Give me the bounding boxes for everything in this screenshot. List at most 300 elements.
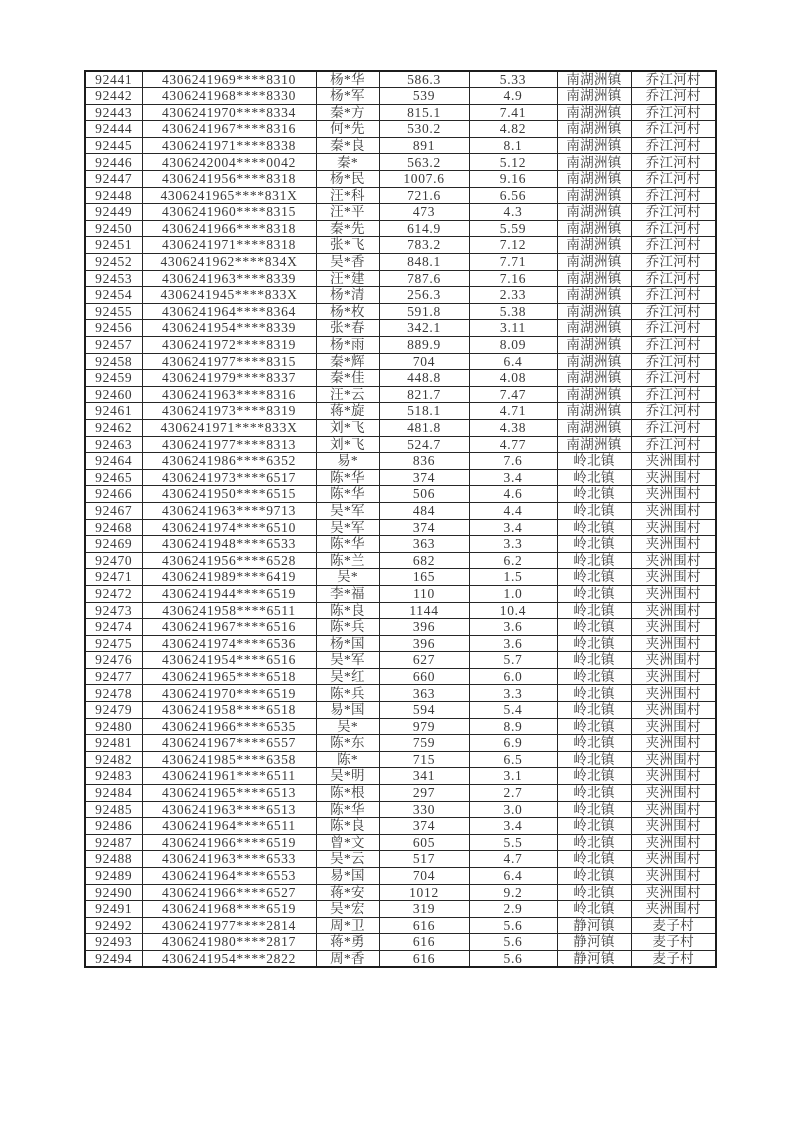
cell-masked-id-number: 4306241980****2817 <box>142 934 316 951</box>
cell-village: 乔江河村 <box>631 303 716 320</box>
cell-village: 夹洲围村 <box>631 453 716 470</box>
cell-amount: 594 <box>379 702 469 719</box>
cell-amount: 821.7 <box>379 386 469 403</box>
cell-sequence: 92494 <box>85 950 142 967</box>
cell-amount: 374 <box>379 818 469 835</box>
table-row <box>85 436 716 453</box>
cell-town: 岭北镇 <box>557 685 631 702</box>
cell-amount: 627 <box>379 652 469 669</box>
cell-secondary-amount: 7.41 <box>469 104 557 121</box>
cell-village: 夹洲围村 <box>631 469 716 486</box>
cell-secondary-amount: 1.0 <box>469 585 557 602</box>
cell-secondary-amount: 3.6 <box>469 619 557 636</box>
cell-village: 夹洲围村 <box>631 502 716 519</box>
cell-amount: 363 <box>379 536 469 553</box>
cell-amount: 506 <box>379 486 469 503</box>
cell-secondary-amount: 3.3 <box>469 685 557 702</box>
cell-town: 岭北镇 <box>557 801 631 818</box>
cell-masked-id-number: 4306241958****6518 <box>142 702 316 719</box>
cell-sequence: 92466 <box>85 486 142 503</box>
cell-masked-id-number: 4306241948****6533 <box>142 536 316 553</box>
cell-masked-name: 杨*民 <box>316 171 379 188</box>
cell-masked-name: 蒋*安 <box>316 884 379 901</box>
table-row <box>85 801 716 818</box>
cell-village: 乔江河村 <box>631 104 716 121</box>
cell-amount: 110 <box>379 585 469 602</box>
cell-amount: 787.6 <box>379 270 469 287</box>
cell-sequence: 92459 <box>85 370 142 387</box>
cell-amount: 586.3 <box>379 71 469 88</box>
cell-sequence: 92447 <box>85 171 142 188</box>
cell-masked-id-number: 4306241966****6519 <box>142 834 316 851</box>
table-row <box>85 187 716 204</box>
cell-town: 南湖洲镇 <box>557 237 631 254</box>
cell-amount: 715 <box>379 751 469 768</box>
table-row <box>85 619 716 636</box>
cell-sequence: 92444 <box>85 121 142 138</box>
cell-village: 麦子村 <box>631 917 716 934</box>
cell-town: 静河镇 <box>557 917 631 934</box>
cell-town: 岭北镇 <box>557 834 631 851</box>
cell-village: 乔江河村 <box>631 287 716 304</box>
cell-masked-name: 秦* <box>316 154 379 171</box>
cell-sequence: 92475 <box>85 635 142 652</box>
cell-amount: 1007.6 <box>379 171 469 188</box>
cell-secondary-amount: 5.59 <box>469 220 557 237</box>
cell-town: 岭北镇 <box>557 569 631 586</box>
cell-town: 南湖洲镇 <box>557 254 631 271</box>
cell-masked-name: 蒋*旋 <box>316 403 379 420</box>
cell-town: 岭北镇 <box>557 768 631 785</box>
cell-masked-name: 吴*军 <box>316 652 379 669</box>
cell-village: 乔江河村 <box>631 220 716 237</box>
cell-village: 乔江河村 <box>631 320 716 337</box>
cell-amount: 889.9 <box>379 337 469 354</box>
cell-masked-id-number: 4306241966****6527 <box>142 884 316 901</box>
cell-masked-name: 吴*宏 <box>316 901 379 918</box>
cell-sequence: 92479 <box>85 702 142 719</box>
cell-town: 南湖洲镇 <box>557 353 631 370</box>
cell-sequence: 92442 <box>85 88 142 105</box>
table-row <box>85 121 716 138</box>
cell-masked-id-number: 4306241969****8310 <box>142 71 316 88</box>
cell-town: 岭北镇 <box>557 602 631 619</box>
table-row <box>85 287 716 304</box>
cell-town: 岭北镇 <box>557 469 631 486</box>
cell-amount: 563.2 <box>379 154 469 171</box>
cell-amount: 297 <box>379 785 469 802</box>
cell-secondary-amount: 4.38 <box>469 419 557 436</box>
cell-village: 乔江河村 <box>631 270 716 287</box>
table-row <box>85 768 716 785</box>
cell-amount: 1012 <box>379 884 469 901</box>
cell-masked-id-number: 4306241967****6516 <box>142 619 316 636</box>
cell-masked-name: 李*福 <box>316 585 379 602</box>
cell-masked-name: 秦*先 <box>316 220 379 237</box>
cell-town: 岭北镇 <box>557 884 631 901</box>
cell-masked-id-number: 4306241986****6352 <box>142 453 316 470</box>
cell-town: 岭北镇 <box>557 668 631 685</box>
cell-masked-name: 杨*国 <box>316 635 379 652</box>
cell-secondary-amount: 3.4 <box>469 519 557 536</box>
cell-town: 岭北镇 <box>557 453 631 470</box>
cell-secondary-amount: 5.6 <box>469 917 557 934</box>
cell-town: 南湖洲镇 <box>557 386 631 403</box>
cell-sequence: 92463 <box>85 436 142 453</box>
cell-masked-id-number: 4306241971****8318 <box>142 237 316 254</box>
cell-village: 夹洲围村 <box>631 585 716 602</box>
cell-sequence: 92482 <box>85 751 142 768</box>
cell-sequence: 92457 <box>85 337 142 354</box>
cell-sequence: 92477 <box>85 668 142 685</box>
cell-amount: 616 <box>379 917 469 934</box>
cell-town: 岭北镇 <box>557 851 631 868</box>
cell-masked-id-number: 4306241958****6511 <box>142 602 316 619</box>
cell-amount: 704 <box>379 353 469 370</box>
cell-masked-name: 杨*军 <box>316 88 379 105</box>
cell-masked-name: 周*卫 <box>316 917 379 934</box>
cell-village: 乔江河村 <box>631 370 716 387</box>
cell-masked-id-number: 4306241973****8319 <box>142 403 316 420</box>
table-row <box>85 220 716 237</box>
cell-town: 岭北镇 <box>557 818 631 835</box>
cell-amount: 591.8 <box>379 303 469 320</box>
cell-sequence: 92471 <box>85 569 142 586</box>
cell-village: 夹洲围村 <box>631 834 716 851</box>
table-row <box>85 254 716 271</box>
cell-village: 乔江河村 <box>631 436 716 453</box>
cell-amount: 979 <box>379 718 469 735</box>
table-row <box>85 635 716 652</box>
cell-masked-id-number: 4306241966****8318 <box>142 220 316 237</box>
cell-secondary-amount: 3.11 <box>469 320 557 337</box>
cell-secondary-amount: 5.6 <box>469 950 557 967</box>
cell-masked-id-number: 4306241964****6553 <box>142 868 316 885</box>
cell-sequence: 92473 <box>85 602 142 619</box>
cell-village: 乔江河村 <box>631 237 716 254</box>
cell-town: 南湖洲镇 <box>557 171 631 188</box>
table-row <box>85 419 716 436</box>
table-row <box>85 204 716 221</box>
cell-sequence: 92465 <box>85 469 142 486</box>
cell-amount: 783.2 <box>379 237 469 254</box>
cell-secondary-amount: 5.7 <box>469 652 557 669</box>
cell-sequence: 92461 <box>85 403 142 420</box>
table-row <box>85 270 716 287</box>
cell-masked-id-number: 4306241985****6358 <box>142 751 316 768</box>
cell-village: 乔江河村 <box>631 154 716 171</box>
cell-secondary-amount: 6.2 <box>469 552 557 569</box>
cell-secondary-amount: 10.4 <box>469 602 557 619</box>
cell-masked-name: 杨*雨 <box>316 337 379 354</box>
cell-secondary-amount: 3.1 <box>469 768 557 785</box>
cell-amount: 342.1 <box>379 320 469 337</box>
cell-masked-id-number: 4306241963****9713 <box>142 502 316 519</box>
cell-masked-name: 刘*飞 <box>316 419 379 436</box>
cell-secondary-amount: 8.9 <box>469 718 557 735</box>
cell-town: 南湖洲镇 <box>557 370 631 387</box>
cell-village: 夹洲围村 <box>631 619 716 636</box>
cell-masked-id-number: 4306241963****8316 <box>142 386 316 403</box>
cell-amount: 517 <box>379 851 469 868</box>
cell-masked-id-number: 4306241965****831X <box>142 187 316 204</box>
cell-masked-name: 陈*兵 <box>316 685 379 702</box>
cell-amount: 396 <box>379 635 469 652</box>
table-row <box>85 884 716 901</box>
cell-masked-id-number: 4306241965****6513 <box>142 785 316 802</box>
cell-masked-id-number: 4306241971****8338 <box>142 137 316 154</box>
cell-sequence: 92449 <box>85 204 142 221</box>
table-row <box>85 536 716 553</box>
cell-masked-name: 吴* <box>316 718 379 735</box>
cell-sequence: 92491 <box>85 901 142 918</box>
cell-village: 夹洲围村 <box>631 552 716 569</box>
cell-secondary-amount: 5.6 <box>469 934 557 951</box>
cell-masked-id-number: 4306241968****8330 <box>142 88 316 105</box>
cell-sequence: 92474 <box>85 619 142 636</box>
cell-town: 南湖洲镇 <box>557 204 631 221</box>
cell-sequence: 92446 <box>85 154 142 171</box>
cell-town: 岭北镇 <box>557 536 631 553</box>
cell-masked-id-number: 4306241965****6518 <box>142 668 316 685</box>
cell-amount: 539 <box>379 88 469 105</box>
cell-village: 夹洲围村 <box>631 685 716 702</box>
cell-masked-name: 陈*华 <box>316 536 379 553</box>
cell-secondary-amount: 7.71 <box>469 254 557 271</box>
cell-amount: 448.8 <box>379 370 469 387</box>
table-row <box>85 237 716 254</box>
cell-village: 夹洲围村 <box>631 751 716 768</box>
cell-sequence: 92489 <box>85 868 142 885</box>
cell-sequence: 92451 <box>85 237 142 254</box>
table-row <box>85 469 716 486</box>
table-row <box>85 320 716 337</box>
cell-village: 夹洲围村 <box>631 735 716 752</box>
cell-secondary-amount: 6.4 <box>469 353 557 370</box>
cell-masked-name: 陈*华 <box>316 469 379 486</box>
cell-secondary-amount: 3.6 <box>469 635 557 652</box>
cell-town: 岭北镇 <box>557 619 631 636</box>
cell-town: 岭北镇 <box>557 702 631 719</box>
cell-masked-id-number: 4306241977****2814 <box>142 917 316 934</box>
cell-masked-id-number: 4306241962****834X <box>142 254 316 271</box>
cell-village: 乔江河村 <box>631 137 716 154</box>
cell-masked-name: 陈*良 <box>316 602 379 619</box>
cell-secondary-amount: 4.08 <box>469 370 557 387</box>
cell-town: 南湖洲镇 <box>557 287 631 304</box>
cell-masked-name: 吴*明 <box>316 768 379 785</box>
cell-town: 岭北镇 <box>557 751 631 768</box>
cell-masked-id-number: 4306241964****6511 <box>142 818 316 835</box>
table-row <box>85 453 716 470</box>
cell-secondary-amount: 8.1 <box>469 137 557 154</box>
cell-masked-name: 汪*建 <box>316 270 379 287</box>
cell-masked-id-number: 4306241954****6516 <box>142 652 316 669</box>
cell-town: 岭北镇 <box>557 785 631 802</box>
cell-masked-name: 陈*华 <box>316 801 379 818</box>
cell-secondary-amount: 4.6 <box>469 486 557 503</box>
cell-amount: 891 <box>379 137 469 154</box>
cell-masked-name: 杨*枚 <box>316 303 379 320</box>
cell-village: 夹洲围村 <box>631 652 716 669</box>
cell-masked-name: 汪*科 <box>316 187 379 204</box>
cell-masked-id-number: 4306241944****6519 <box>142 585 316 602</box>
cell-town: 岭北镇 <box>557 635 631 652</box>
cell-masked-id-number: 4306241963****6513 <box>142 801 316 818</box>
cell-secondary-amount: 4.4 <box>469 502 557 519</box>
cell-masked-name: 何*先 <box>316 121 379 138</box>
cell-masked-name: 吴*香 <box>316 254 379 271</box>
cell-masked-id-number: 4306241974****6536 <box>142 635 316 652</box>
cell-town: 南湖洲镇 <box>557 137 631 154</box>
cell-sequence: 92448 <box>85 187 142 204</box>
cell-town: 南湖洲镇 <box>557 121 631 138</box>
cell-town: 岭北镇 <box>557 652 631 669</box>
cell-masked-id-number: 4306241971****833X <box>142 419 316 436</box>
cell-sequence: 92456 <box>85 320 142 337</box>
cell-secondary-amount: 2.7 <box>469 785 557 802</box>
cell-sequence: 92452 <box>85 254 142 271</box>
cell-amount: 530.2 <box>379 121 469 138</box>
cell-sequence: 92445 <box>85 137 142 154</box>
cell-village: 夹洲围村 <box>631 785 716 802</box>
cell-town: 岭北镇 <box>557 718 631 735</box>
cell-masked-id-number: 4306241989****6419 <box>142 569 316 586</box>
cell-town: 岭北镇 <box>557 552 631 569</box>
cell-village: 夹洲围村 <box>631 519 716 536</box>
table-row <box>85 917 716 934</box>
cell-masked-id-number: 4306241970****6519 <box>142 685 316 702</box>
cell-secondary-amount: 5.4 <box>469 702 557 719</box>
cell-sequence: 92484 <box>85 785 142 802</box>
cell-village: 夹洲围村 <box>631 486 716 503</box>
cell-sequence: 92483 <box>85 768 142 785</box>
cell-masked-id-number: 4306241972****8319 <box>142 337 316 354</box>
cell-masked-id-number: 4306241945****833X <box>142 287 316 304</box>
table-row <box>85 718 716 735</box>
cell-secondary-amount: 5.5 <box>469 834 557 851</box>
table-row <box>85 901 716 918</box>
cell-secondary-amount: 3.4 <box>469 818 557 835</box>
cell-masked-name: 陈*东 <box>316 735 379 752</box>
cell-sequence: 92478 <box>85 685 142 702</box>
cell-secondary-amount: 5.38 <box>469 303 557 320</box>
cell-masked-id-number: 4306241960****8315 <box>142 204 316 221</box>
table-row <box>85 868 716 885</box>
cell-amount: 363 <box>379 685 469 702</box>
cell-secondary-amount: 5.12 <box>469 154 557 171</box>
cell-masked-id-number: 4306241964****8364 <box>142 303 316 320</box>
table-row <box>85 785 716 802</box>
cell-amount: 524.7 <box>379 436 469 453</box>
cell-masked-id-number: 4306241967****8316 <box>142 121 316 138</box>
cell-amount: 484 <box>379 502 469 519</box>
cell-masked-id-number: 4306241979****8337 <box>142 370 316 387</box>
cell-masked-name: 刘*飞 <box>316 436 379 453</box>
table-row <box>85 735 716 752</box>
cell-masked-id-number: 4306242004****0042 <box>142 154 316 171</box>
cell-masked-name: 吴*云 <box>316 851 379 868</box>
table-row <box>85 685 716 702</box>
cell-town: 南湖洲镇 <box>557 187 631 204</box>
cell-village: 夹洲围村 <box>631 668 716 685</box>
cell-secondary-amount: 6.4 <box>469 868 557 885</box>
cell-secondary-amount: 9.2 <box>469 884 557 901</box>
cell-village: 麦子村 <box>631 950 716 967</box>
cell-secondary-amount: 9.16 <box>469 171 557 188</box>
cell-village: 乔江河村 <box>631 121 716 138</box>
cell-village: 夹洲围村 <box>631 901 716 918</box>
cell-masked-name: 易* <box>316 453 379 470</box>
cell-village: 夹洲围村 <box>631 702 716 719</box>
cell-secondary-amount: 3.3 <box>469 536 557 553</box>
cell-secondary-amount: 4.7 <box>469 851 557 868</box>
cell-masked-id-number: 4306241977****8315 <box>142 353 316 370</box>
cell-secondary-amount: 6.9 <box>469 735 557 752</box>
cell-secondary-amount: 4.82 <box>469 121 557 138</box>
cell-secondary-amount: 6.5 <box>469 751 557 768</box>
cell-masked-id-number: 4306241950****6515 <box>142 486 316 503</box>
cell-village: 麦子村 <box>631 934 716 951</box>
cell-town: 岭北镇 <box>557 502 631 519</box>
table-row <box>85 353 716 370</box>
table-row <box>85 104 716 121</box>
cell-secondary-amount: 1.5 <box>469 569 557 586</box>
cell-village: 夹洲围村 <box>631 718 716 735</box>
table-row <box>85 486 716 503</box>
cell-town: 岭北镇 <box>557 486 631 503</box>
cell-masked-id-number: 4306241956****8318 <box>142 171 316 188</box>
cell-village: 夹洲围村 <box>631 569 716 586</box>
cell-sequence: 92481 <box>85 735 142 752</box>
table-row <box>85 702 716 719</box>
cell-village: 夹洲围村 <box>631 635 716 652</box>
cell-amount: 759 <box>379 735 469 752</box>
cell-masked-name: 陈*兵 <box>316 619 379 636</box>
cell-secondary-amount: 2.33 <box>469 287 557 304</box>
cell-town: 南湖洲镇 <box>557 320 631 337</box>
cell-masked-id-number: 4306241973****6517 <box>142 469 316 486</box>
cell-village: 夹洲围村 <box>631 851 716 868</box>
cell-masked-name: 吴*红 <box>316 668 379 685</box>
table-row <box>85 950 716 967</box>
cell-amount: 374 <box>379 469 469 486</box>
cell-sequence: 92472 <box>85 585 142 602</box>
cell-sequence: 92464 <box>85 453 142 470</box>
table-row <box>85 88 716 105</box>
cell-town: 岭北镇 <box>557 585 631 602</box>
cell-sequence: 92480 <box>85 718 142 735</box>
cell-sequence: 92458 <box>85 353 142 370</box>
cell-secondary-amount: 4.71 <box>469 403 557 420</box>
cell-masked-name: 陈*良 <box>316 818 379 835</box>
cell-sequence: 92462 <box>85 419 142 436</box>
cell-secondary-amount: 7.16 <box>469 270 557 287</box>
cell-amount: 341 <box>379 768 469 785</box>
cell-town: 南湖洲镇 <box>557 270 631 287</box>
table-row <box>85 403 716 420</box>
cell-village: 夹洲围村 <box>631 768 716 785</box>
cell-secondary-amount: 6.0 <box>469 668 557 685</box>
cell-village: 乔江河村 <box>631 204 716 221</box>
table-row <box>85 934 716 951</box>
cell-sequence: 92476 <box>85 652 142 669</box>
cell-sequence: 92455 <box>85 303 142 320</box>
cell-secondary-amount: 4.77 <box>469 436 557 453</box>
cell-amount: 374 <box>379 519 469 536</box>
cell-amount: 848.1 <box>379 254 469 271</box>
cell-village: 乔江河村 <box>631 88 716 105</box>
